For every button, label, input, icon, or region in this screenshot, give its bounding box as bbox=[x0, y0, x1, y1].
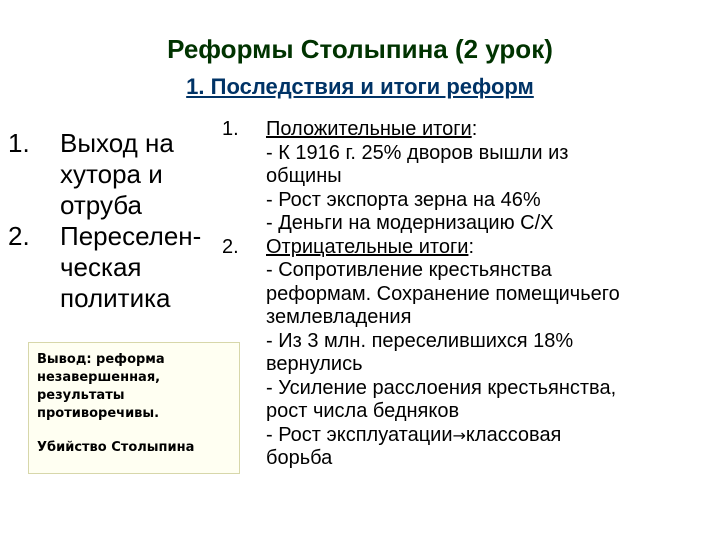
result-line: рост числа бедняков bbox=[266, 400, 460, 422]
list-item-line: Выход на bbox=[60, 128, 174, 158]
conclusion-final: Убийство Столыпина bbox=[37, 440, 195, 455]
list-item-line: политика bbox=[60, 283, 171, 313]
left-numbered-list bbox=[8, 128, 228, 314]
conclusion-line: результаты bbox=[37, 388, 125, 403]
negative-results bbox=[218, 236, 718, 471]
conclusion-box bbox=[28, 342, 240, 474]
result-line: борьба bbox=[266, 447, 333, 469]
result-text: классовая bbox=[465, 423, 562, 446]
heading-colon: : bbox=[471, 118, 478, 140]
positive-results bbox=[218, 118, 718, 236]
list-number: 1. bbox=[8, 128, 30, 158]
list-number: 1. bbox=[222, 118, 239, 140]
result-line: вернулись bbox=[266, 353, 363, 375]
heading-colon: : bbox=[468, 235, 474, 258]
slide-title: Реформы Столыпина (2 урок) bbox=[167, 34, 553, 64]
left-list-item bbox=[8, 221, 228, 314]
results-list bbox=[218, 118, 718, 471]
arrow-right-icon: → bbox=[452, 425, 466, 445]
result-line: - Деньги на модернизацию С/Х bbox=[266, 212, 554, 234]
result-line-arrow bbox=[266, 424, 718, 448]
list-item-line: ческая bbox=[60, 252, 142, 282]
result-line: землевладения bbox=[266, 306, 412, 328]
list-number: 2. bbox=[222, 235, 239, 258]
list-item-line: Переселен- bbox=[60, 221, 202, 251]
left-list-item bbox=[8, 128, 228, 221]
result-line: общины bbox=[266, 165, 342, 187]
result-line: - Усиление расслоения крестьянства, bbox=[266, 376, 617, 399]
list-item-line: хутора и bbox=[60, 159, 163, 189]
negative-heading: Отрицательные итоги bbox=[266, 235, 469, 258]
result-line: - К 1916 г. 25% дворов вышли из bbox=[266, 141, 569, 164]
result-text: - Рост эксплуатации bbox=[266, 423, 453, 446]
result-line: - Сопротивление крестьянства bbox=[266, 259, 552, 281]
conclusion-line: Вывод: реформа bbox=[37, 352, 165, 367]
conclusion-line: противоречивы. bbox=[37, 406, 160, 421]
list-number: 2. bbox=[8, 221, 30, 251]
positive-heading: Положительные итоги bbox=[266, 118, 472, 140]
result-line: реформам. Сохранение помещичьего bbox=[266, 282, 620, 305]
slide-subtitle: 1. Последствия и итоги реформ bbox=[186, 74, 534, 99]
conclusion-line: незавершенная, bbox=[37, 370, 161, 385]
result-line: - Рост экспорта зерна на 46% bbox=[266, 188, 541, 211]
result-line: - Из 3 млн. переселившихся 18% bbox=[266, 329, 574, 352]
list-item-line: отруба bbox=[60, 190, 143, 220]
